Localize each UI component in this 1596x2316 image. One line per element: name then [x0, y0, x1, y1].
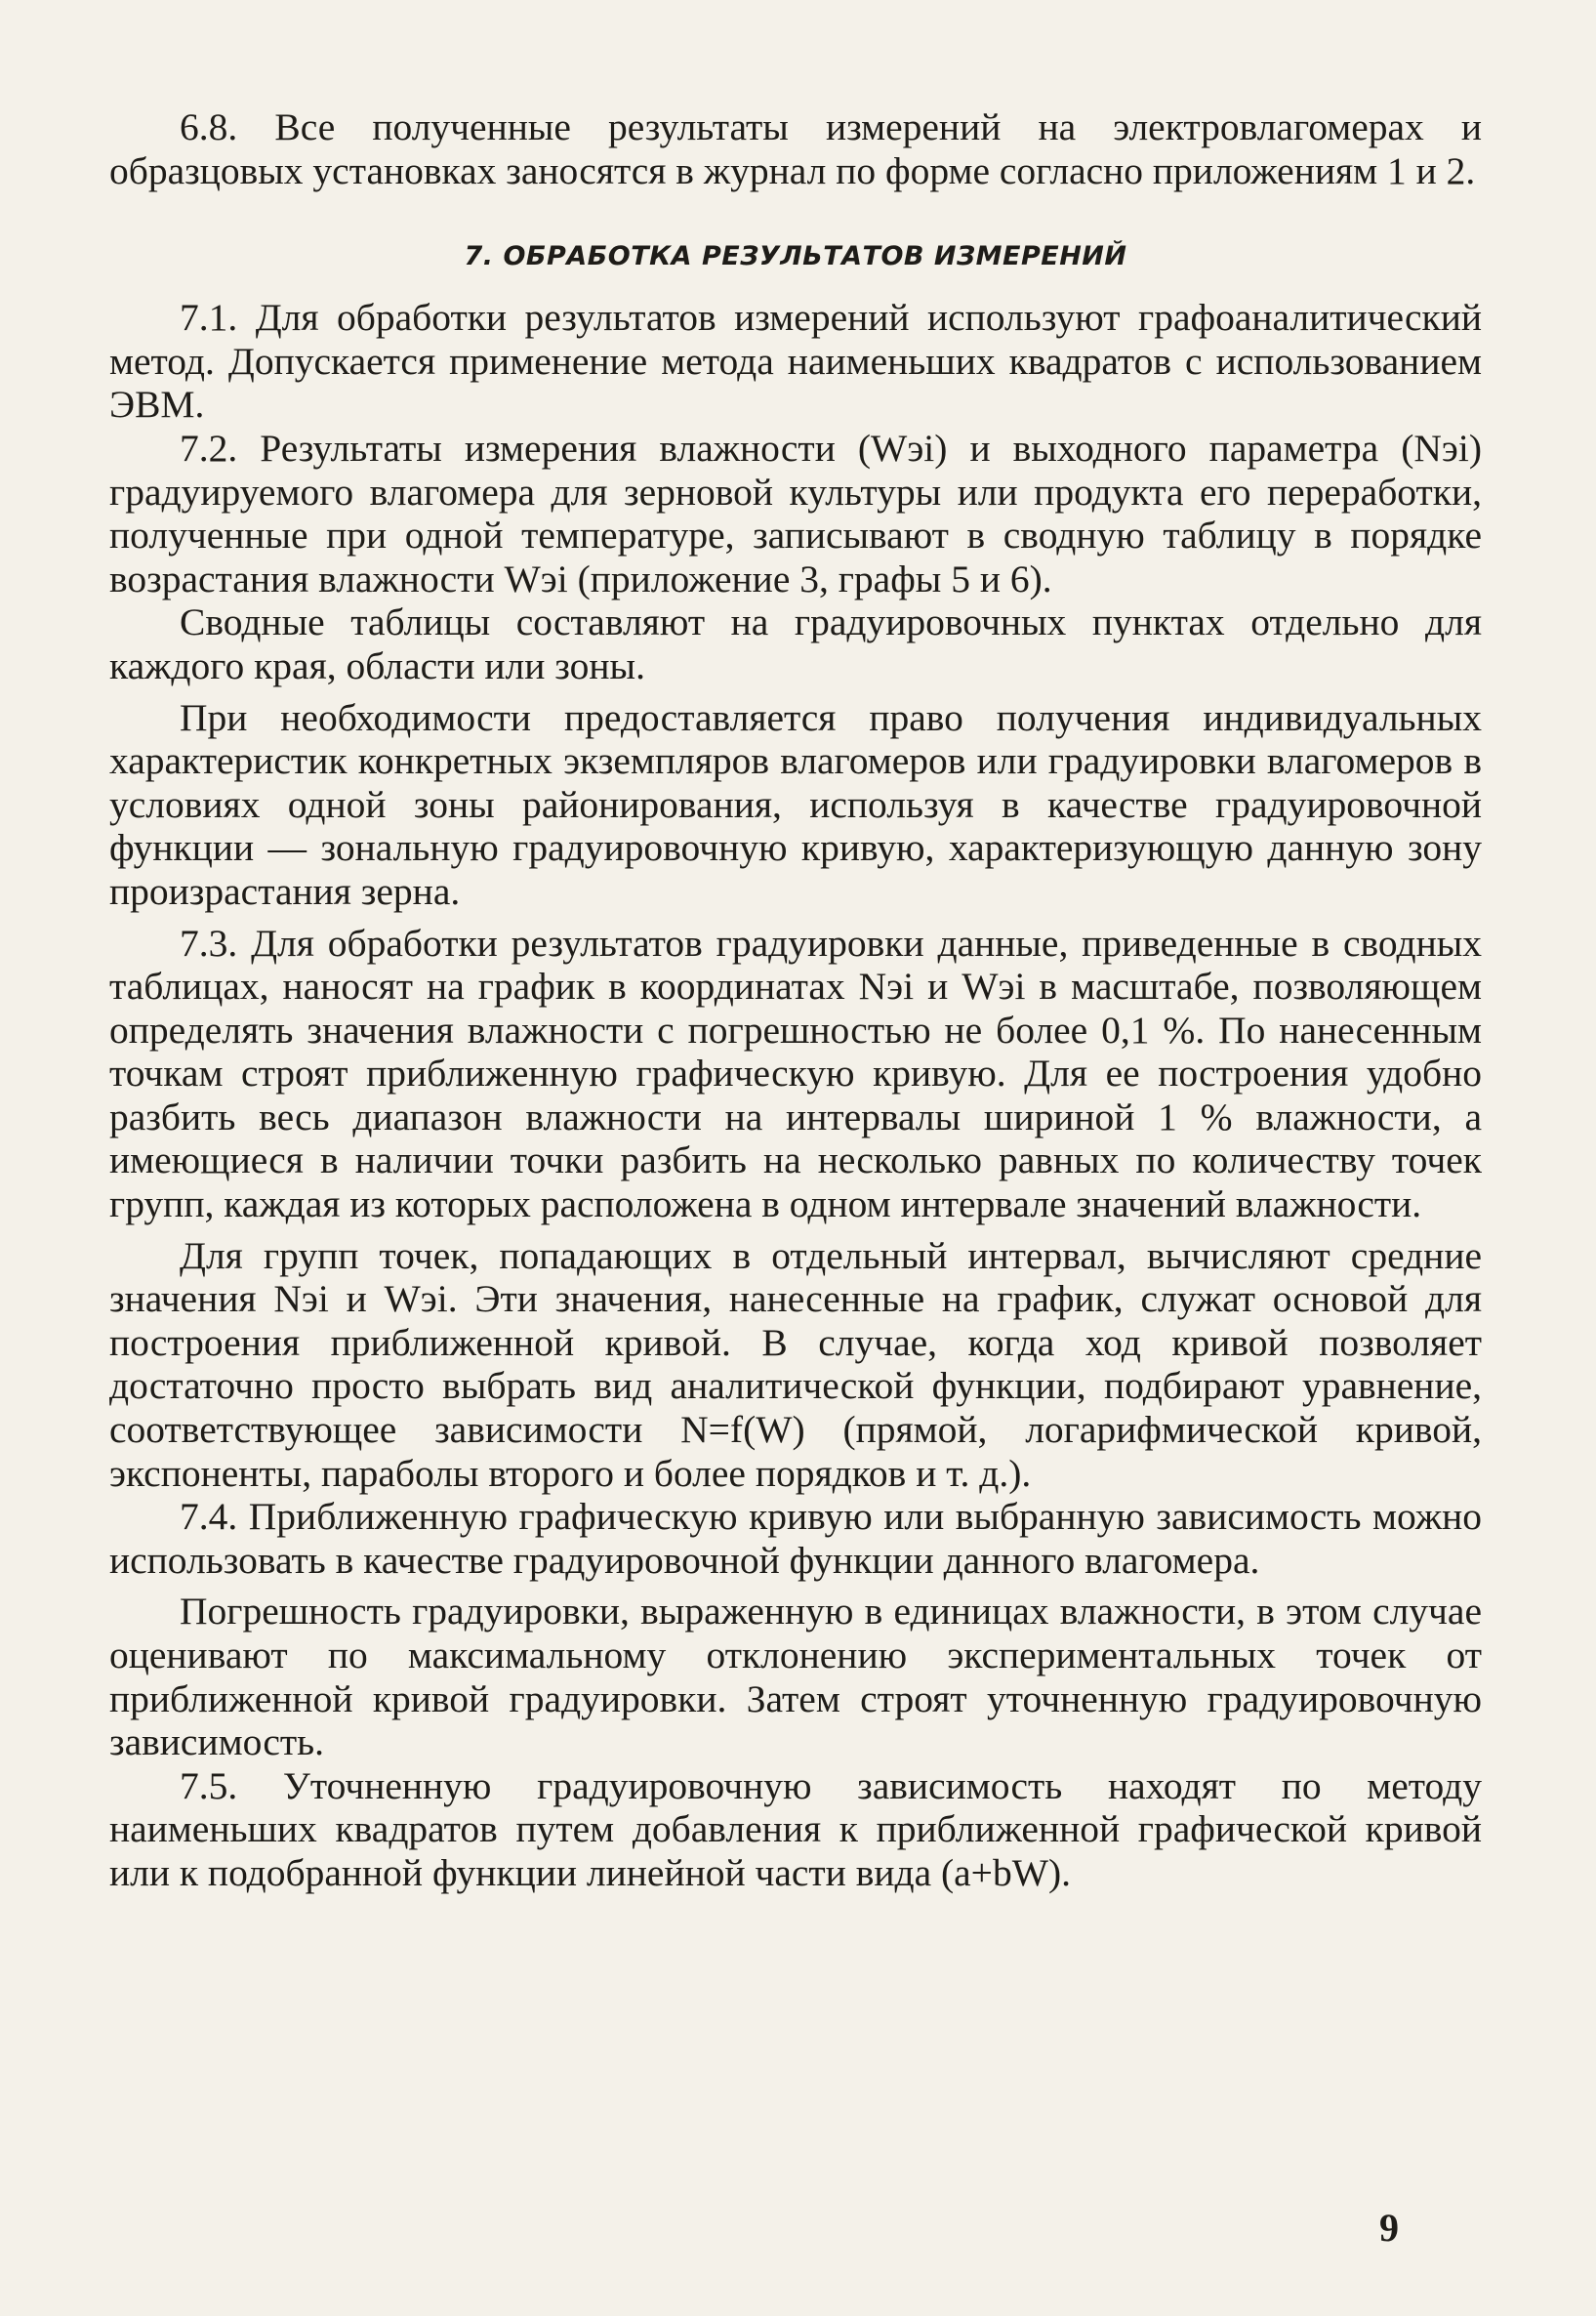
- paragraph-7-4: 7.4. Приближенную графическую кривую или выбранную зависимость можно использовать в качестве градуировочной функции данного влагомера.: [109, 1495, 1482, 1582]
- paragraph-7-2: 7.2. Результаты измерения влажности (Wэi) и выходного параметра (Nэi) градуируемого влагомера для зерновой культуры или продукта его переработки, полученные при одной температуре, записывают в сводную таблицу в порядке возрастания влажности Wэi (приложение 3, графы 5 и 6).: [109, 426, 1482, 600]
- paragraph-individual-characteristics: При необходимости предоставляется право получения индивидуальных характеристик конкретных экземпляров влагомеров или градуировки влагомеров в условиях одной зоны районирования, используя в качестве градуировочной функции — зональную градуировочную кривую, характеризующую данную зону произрастания зерна.: [109, 695, 1482, 913]
- document-page: [109, 105, 1482, 1895]
- paragraph-7-1: 7.1. Для обработки результатов измерений используют графоаналитический метод. Допускается применение метода наименьших квадратов с использованием ЭВМ.: [109, 296, 1482, 427]
- paragraph-summary-tables: Сводные таблицы составляют на градуировочных пунктах отдельно для каждого края, области или зоны.: [109, 600, 1482, 687]
- paragraph-calibration-error: Погрешность градуировки, выраженную в единицах влажности, в этом случае оценивают по максимальному отклонению экспериментальных точек от приближенной кривой градуировки. Затем строят уточненную градуировочную зависимость.: [109, 1590, 1482, 1764]
- paragraph-6-8: 6.8. Все полученные результаты измерений на электровлагомерах и образцовых установках заносятся в журнал по форме согласно приложениям 1 и 2.: [109, 105, 1482, 192]
- section-heading: 7. ОБРАБОТКА РЕЗУЛЬТАТОВ ИЗМЕРЕНИЙ: [464, 241, 1127, 272]
- paragraph-7-3: 7.3. Для обработки результатов градуировки данные, приведенные в сводных таблицах, наносят на график в координатах Nэi и Wэi в масштабе, позволяющем определять значения влажности с погрешностью не более 0,1 %. По нанесенным точкам строят приближенную графическую кривую. Для ее построения удобно разбить весь диапазон влажности на интервалы шириной 1 % влажности, а имеющиеся в наличии точки разбить на несколько равных по количеству точек групп, каждая из которых расположена в одном интервале значений влажности.: [109, 921, 1482, 1226]
- paragraph-7-5: 7.5. Уточненную градуировочную зависимость находят по методу наименьших квадратов путем добавления к приближенной графической кривой или к подобранной функции линейной части вида (a+bW).: [109, 1763, 1482, 1894]
- page-number: 9: [1379, 2206, 1399, 2250]
- paragraph-group-means: Для групп точек, попадающих в отдельный интервал, вычисляют средние значения Nэi и Wэi. Эти значения, нанесенные на график, служат основой для построения приближенной кривой. В случае, когда ход кривой позволяет достаточно просто выбрать вид аналитической функции, подбирают уравнение, соответствующее зависимости N=f(W) (прямой, логарифмической кривой, экспоненты, параболы второго и более порядков и т. д.).: [109, 1233, 1482, 1495]
